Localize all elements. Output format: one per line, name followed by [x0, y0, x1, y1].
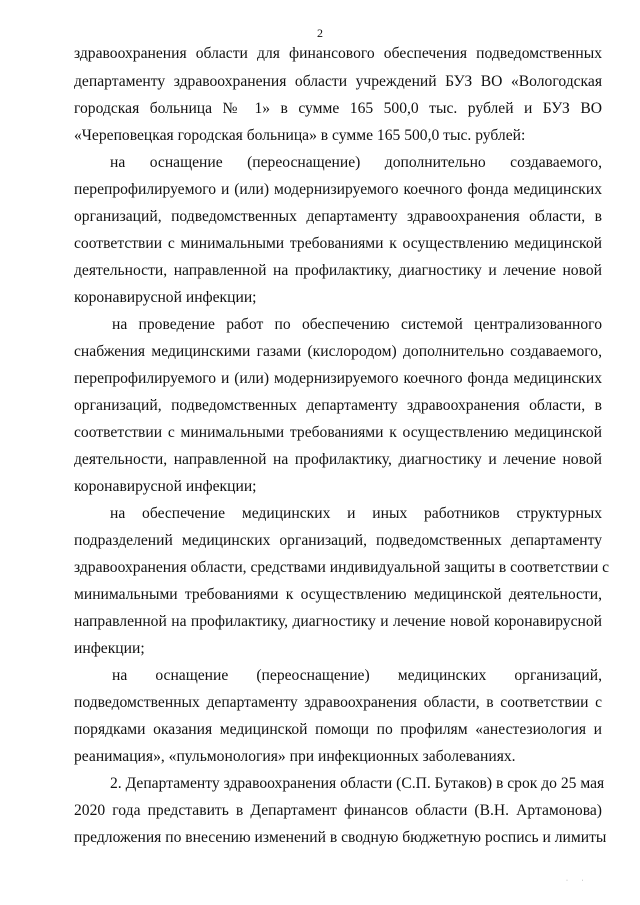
- text-line: здравоохранения области, средствами индивидуальной защиты в соответствии с: [74, 559, 610, 576]
- text-line: инфекции;: [74, 640, 145, 657]
- text-line: коронавирусной инфекции;: [74, 478, 257, 495]
- text-line: направленной на профилактику, диагностику и лечение новой коронавирусной: [74, 613, 602, 630]
- text-line: деятельности, направленной на профилактику, диагностику и лечение новой: [74, 451, 602, 468]
- text-line: 2. Департаменту здравоохранения области (С.П. Бутаков) в срок до 25 мая: [110, 775, 605, 792]
- text-line: организаций, подведомственных департаменту здравоохранения области, в: [74, 208, 602, 225]
- text-line: здравоохранения области для финансового обеспечения подведомственных: [74, 45, 602, 62]
- text-line: городская больница № 1» в сумме 165 500,0 тыс. рублей и БУЗ ВО: [74, 100, 602, 117]
- text-line: подразделений медицинских организаций, подведомственных департаменту: [74, 532, 602, 549]
- text-line: 2020 года представить в Департамент финансов области (В.Н. Артамонова): [74, 802, 602, 819]
- text-line: организаций, подведомственных департаменту здравоохранения области, в: [74, 397, 602, 414]
- text-line: на проведение работ по обеспечению системой централизованного: [112, 316, 602, 333]
- text-line: «Череповецкая городская больница» в сумме 165 500,0 тыс. рублей:: [74, 127, 526, 144]
- text-line: перепрофилируемого и (или) модернизируемого коечного фонда медицинских: [74, 181, 602, 198]
- text-line: на оснащение (переоснащение) медицинских организаций,: [112, 667, 602, 684]
- text-line: на обеспечение медицинских и иных работников структурных: [110, 505, 602, 522]
- text-line: коронавирусной инфекции;: [74, 289, 257, 306]
- scan-marks: · ·: [566, 878, 590, 884]
- text-line: соответствии с минимальными требованиями к осуществлению медицинской: [74, 235, 602, 252]
- text-line: предложения по внесению изменений в сводную бюджетную роспись и лимиты: [74, 829, 607, 846]
- text-line: снабжения медицинскими газами (кислородом) дополнительно создаваемого,: [74, 343, 602, 360]
- text-line: деятельности, направленной на профилактику, диагностику и лечение новой: [74, 262, 602, 279]
- text-line: на оснащение (переоснащение) дополнительно создаваемого,: [110, 154, 602, 171]
- text-line: минимальными требованиями к осуществлению медицинской деятельности,: [74, 586, 602, 603]
- text-line: департаменту здравоохранения области учреждений БУЗ ВО «Вологодская: [74, 73, 602, 90]
- page-number: 2: [317, 26, 323, 40]
- text-line: порядками оказания медицинской помощи по профилям «анестезиология и: [74, 721, 602, 738]
- text-line: реанимация», «пульмонология» при инфекционных заболеваниях.: [74, 748, 516, 765]
- text-line: перепрофилируемого и (или) модернизируемого коечного фонда медицинских: [74, 370, 602, 387]
- text-line: подведомственных департаменту здравоохранения области, в соответствии с: [74, 694, 602, 711]
- text-line: соответствии с минимальными требованиями к осуществлению медицинской: [74, 424, 602, 441]
